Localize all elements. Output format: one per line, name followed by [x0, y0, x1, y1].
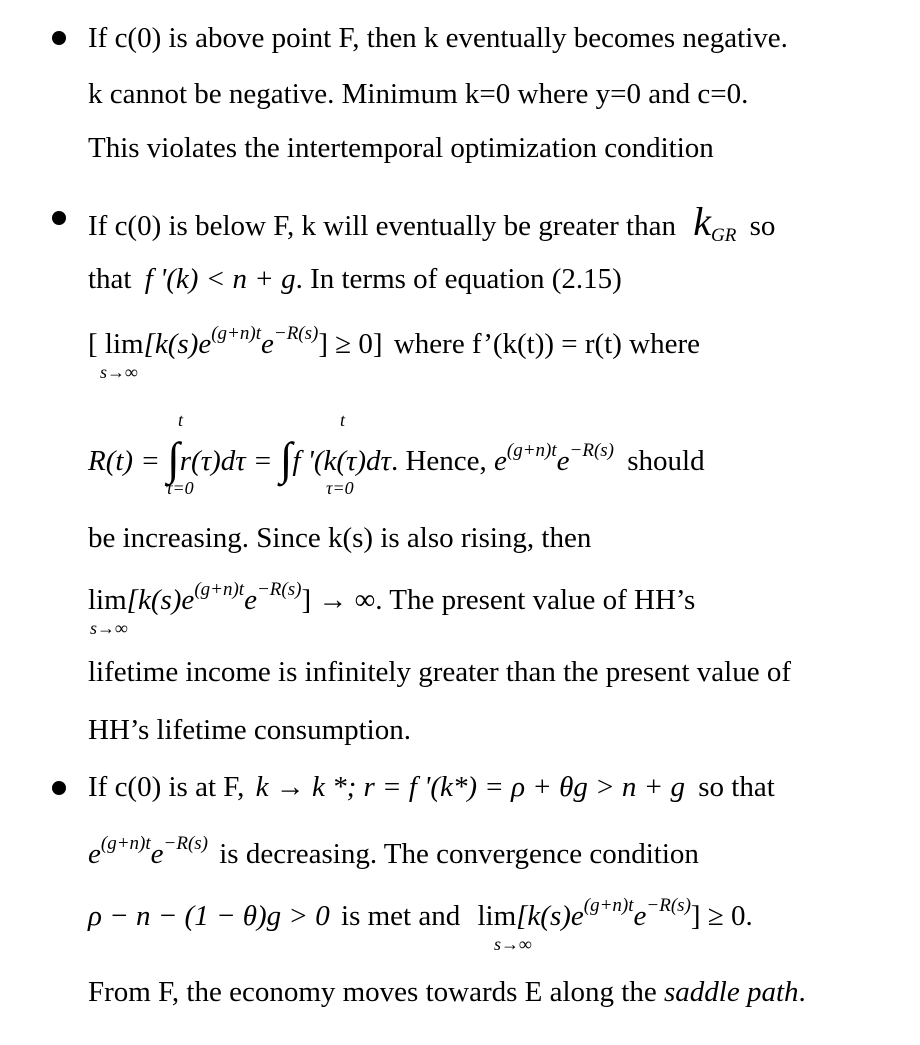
- bullet-3-line-4: [88, 978, 806, 1007]
- bullet-3-line-3: [88, 895, 753, 932]
- bullet-2-line-4-post: . Hence,: [390, 445, 487, 477]
- exponent-5: (g+n)t: [100, 833, 151, 854]
- integral-1-body: r(τ)dτ =: [179, 445, 273, 477]
- limit-operator: lim: [104, 328, 144, 360]
- steady-state-condition: k → k *; r = f '(k*) = ρ + θg > n + g: [255, 771, 685, 803]
- bullet-2-line-1-end: so: [749, 210, 776, 242]
- bullet-2-line-3: [88, 323, 701, 360]
- bullet-1-line-2: k cannot be negative. Minimum k=0 where y=0 and c=0.: [88, 78, 749, 110]
- integral-sign-2: ∫: [279, 433, 293, 484]
- exp-factor-1-power: (g+n)t: [506, 440, 557, 461]
- saddle-path-term: saddle path: [663, 976, 799, 1008]
- bullet-3-line-4-pre: From F, the economy moves towards E along the: [88, 976, 657, 1008]
- bullet-2-line-4-end: should: [627, 445, 705, 477]
- limit-subscript: s→∞: [100, 362, 138, 382]
- integral-sign-1: ∫: [167, 433, 180, 484]
- integral-1-lower: τ=0: [166, 478, 194, 498]
- k-gr-subscript: GR: [710, 225, 737, 246]
- exponent-1: (g+n)t: [211, 323, 261, 344]
- bullet-3-line-1: [88, 773, 775, 802]
- bullet-2-line-6: [88, 579, 696, 616]
- close-inequality: ] ≥ 0]: [318, 328, 383, 360]
- exponent-4: −R(s): [256, 579, 302, 600]
- limit-operator-3: lim: [477, 900, 517, 932]
- bullet-2-line-8: HH’s lifetime consumption.: [88, 714, 411, 746]
- exp-5: e: [88, 838, 101, 870]
- limit-close-3: ] ≥ 0.: [690, 900, 753, 932]
- exp-factor-1: e: [494, 445, 507, 477]
- bullet-1-line-1: If c(0) is above point F, then k eventually becomes negative.: [88, 22, 788, 54]
- exponent-8: −R(s): [646, 895, 691, 916]
- exponent-7: (g+n)t: [583, 895, 634, 916]
- integral-2-lower: τ=0: [326, 478, 354, 498]
- bullet-3-line-2-post: is decreasing. The convergence condition: [219, 838, 699, 870]
- exp-8: e: [633, 900, 647, 932]
- limit-subscript-3: s→∞: [494, 934, 532, 954]
- limit-expression-3: [k(s)e: [516, 900, 584, 932]
- bullet-3-marker: [52, 781, 66, 795]
- k-gr-symbol: k: [693, 199, 711, 244]
- exp-2: e: [261, 328, 274, 360]
- integral-2-body: f '(k(τ)dτ: [292, 445, 391, 477]
- bullet-2-line-4: [88, 432, 705, 484]
- bullet-1-line-3: This violates the intertemporal optimization condition: [88, 132, 714, 164]
- bullet-3-line-3-mid: is met and: [341, 900, 461, 932]
- bullet-2-marker: [52, 211, 66, 225]
- convergence-condition: ρ − n − (1 − θ)g > 0: [88, 900, 330, 932]
- exp-6: e: [150, 838, 164, 870]
- bullet-2-line-5: be increasing. Since k(s) is also rising, then: [88, 522, 592, 554]
- exponent-3: (g+n)t: [194, 579, 245, 600]
- exp-factor-2: e: [556, 445, 570, 477]
- limit-operator-2: lim: [88, 584, 127, 616]
- bullet-1-marker: [52, 31, 66, 45]
- bullet-2-line-2-post: . In terms of equation (2.15): [295, 263, 622, 295]
- derivative-inequality: f '(k) < n + g: [144, 263, 296, 295]
- integral-1-upper: t: [178, 410, 184, 430]
- integral-2-upper: t: [340, 410, 346, 430]
- limit-subscript-2: s→∞: [90, 618, 128, 638]
- bullet-3-line-1-pre: If c(0) is at F,: [88, 771, 245, 803]
- exponent-2: −R(s): [273, 323, 319, 344]
- bullet-2-line-7: lifetime income is infinitely greater than the present value of: [88, 656, 791, 688]
- open-bracket: [: [88, 328, 98, 360]
- limit-infinity: ] → ∞: [301, 584, 376, 616]
- bullet-2-line-6-post: . The present value of HH’s: [375, 584, 696, 616]
- exponent-6: −R(s): [163, 833, 208, 854]
- bullet-2-line-1-text: If c(0) is below F, k will eventually be greater than: [88, 210, 676, 242]
- bullet-2-line-2: [88, 265, 622, 294]
- limit-expression: [k(s)e: [143, 328, 212, 360]
- exp-factor-2-power: −R(s): [569, 440, 614, 461]
- bullet-2-line-3-post: where f’(k(t)) = r(t) where: [393, 328, 701, 360]
- limit-expression-2: [k(s)e: [126, 584, 195, 616]
- bullet-2-line-2-pre: that: [88, 263, 132, 295]
- bullet-3-line-1-post: so that: [698, 771, 775, 803]
- bullet-3-line-2: [88, 833, 699, 870]
- bullet-3-line-4-end: .: [798, 976, 806, 1008]
- bullet-2-line-1: [88, 199, 776, 246]
- exp-4: e: [244, 584, 257, 616]
- r-of-t-lhs: R(t) =: [88, 445, 160, 477]
